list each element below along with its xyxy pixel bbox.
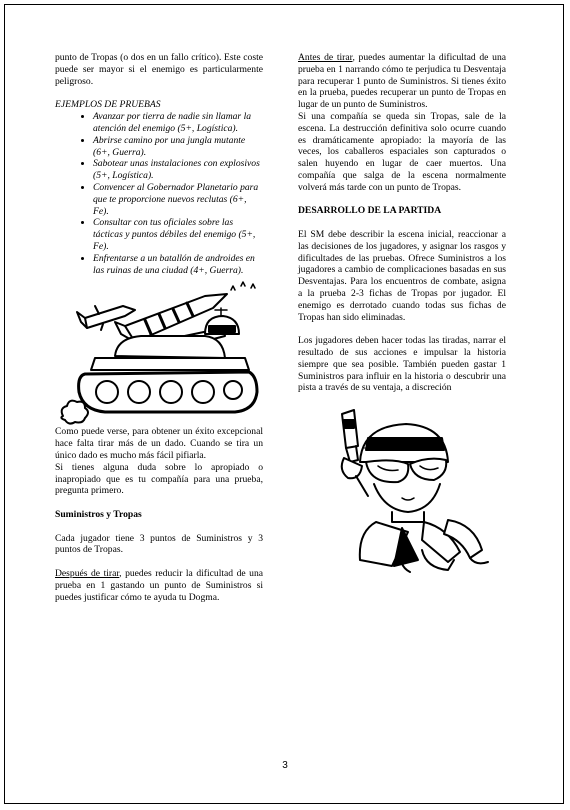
left-column xyxy=(55,52,263,603)
example-item: • Abrirse camino por una jungla mutante (6+, Guerra). xyxy=(93,135,263,159)
example-item: • Consultar con tus oficiales sobre las tácticas y puntos débiles del enemigo (5+, Fe). xyxy=(93,217,263,252)
before-roll-paragraph xyxy=(298,52,506,111)
tank-with-rockets-illustration xyxy=(55,276,263,426)
game-paragraph-2: Los jugadores deben hacer todas las tiradas, narrar el resultado de sus acciones e impulsar la historia siempre que sea posible. También pueden gastar 1 Suministros para influir en la historia o descubrir una pista a través de su ventaja, a discreción xyxy=(298,335,506,394)
after-roll-text: , puedes reducir la dificultad de una prueba en 1 gastando un punto de Suministros si puedes justificar cómo te ayuda tu Dogma. xyxy=(55,567,263,603)
example-item: • Convencer al Gobernador Planetario para que te proporcione nuevos reclutas (6+, Fe). xyxy=(93,182,263,217)
page-number: 3 xyxy=(282,760,288,771)
game-paragraph-1: El SM debe describir la escena inicial, reaccionar a las decisiones de los jugadores, y asignar los rasgos y dificultades de las pruebas. Ofrece Suministros a los jugadores a cambio de complicaciones basadas en sus Desventajas. Para los encuentros de combate, asigna a la prueba 2-3 fichas de Tropas por jugador. El enemigo es derrotado cuando todas sus fichas de Tropas han sido eliminadas. xyxy=(298,228,506,323)
before-roll-text: , puedes aumentar la dificultad de una prueba en 1 narrando cómo te perjudica tu Desventaja para recuperar 1 punto de Suministros. Si tienes éxito en la prueba, puedes recuperar un punto de Tropas en lugar de un punto de Suministros. xyxy=(298,52,506,111)
example-item: • Avanzar por tierra de nadie sin llamar la atención del enemigo (5+, Logística). xyxy=(93,111,263,135)
soldier-with-pistol-illustration xyxy=(298,400,506,575)
right-column xyxy=(298,52,506,575)
after-roll-paragraph xyxy=(55,568,263,603)
examples-list xyxy=(55,111,263,276)
example-item: • Sabotear unas instalaciones con explosivos (5+, Logística). xyxy=(93,158,263,182)
after-roll-label: Después de tirar xyxy=(55,567,120,579)
examples-title: EJEMPLOS DE PRUEBAS xyxy=(55,99,161,111)
after-illustration-paragraph-2: Si tienes alguna duda sobre lo apropiado o inapropiado que es tu compañía para una prueba, pregunta primero. xyxy=(55,461,263,497)
example-item: • Enfrentarse a un batallón de androides en las ruinas de una ciudad (4+, Guerra). xyxy=(93,253,263,277)
intro-paragraph: punto de Tropas (o dos en un fallo crítico). Este coste puede ser mayor si el enemigo es particularmente peligroso. xyxy=(55,52,263,87)
game-heading: DESARROLLO DE LA PARTIDA xyxy=(298,205,442,217)
supplies-paragraph: Cada jugador tiene 3 puntos de Suministros y 3 puntos de Tropas. xyxy=(55,532,263,556)
no-troops-paragraph: Si una compañía se queda sin Tropas, sale de la escena. La destrucción definitiva solo ocurre cuando es dramáticamente apropiado: la mayoría de las veces, los caballeros espaciales son capturados o salen huyendo en lugar de caer muertos. Una compañía que salga de la escena normalmente volverá más tarde con un punto de Tropas. xyxy=(298,110,506,193)
after-illustration-paragraph-1: Como puede verse, para obtener un éxito excepcional hace falta tirar más de un dado. Cuando se tira un único dado es mucho más fácil pifiarla. xyxy=(55,426,263,461)
before-roll-label: Antes de tirar xyxy=(298,52,353,63)
supplies-heading: Suministros y Tropas xyxy=(55,508,142,520)
